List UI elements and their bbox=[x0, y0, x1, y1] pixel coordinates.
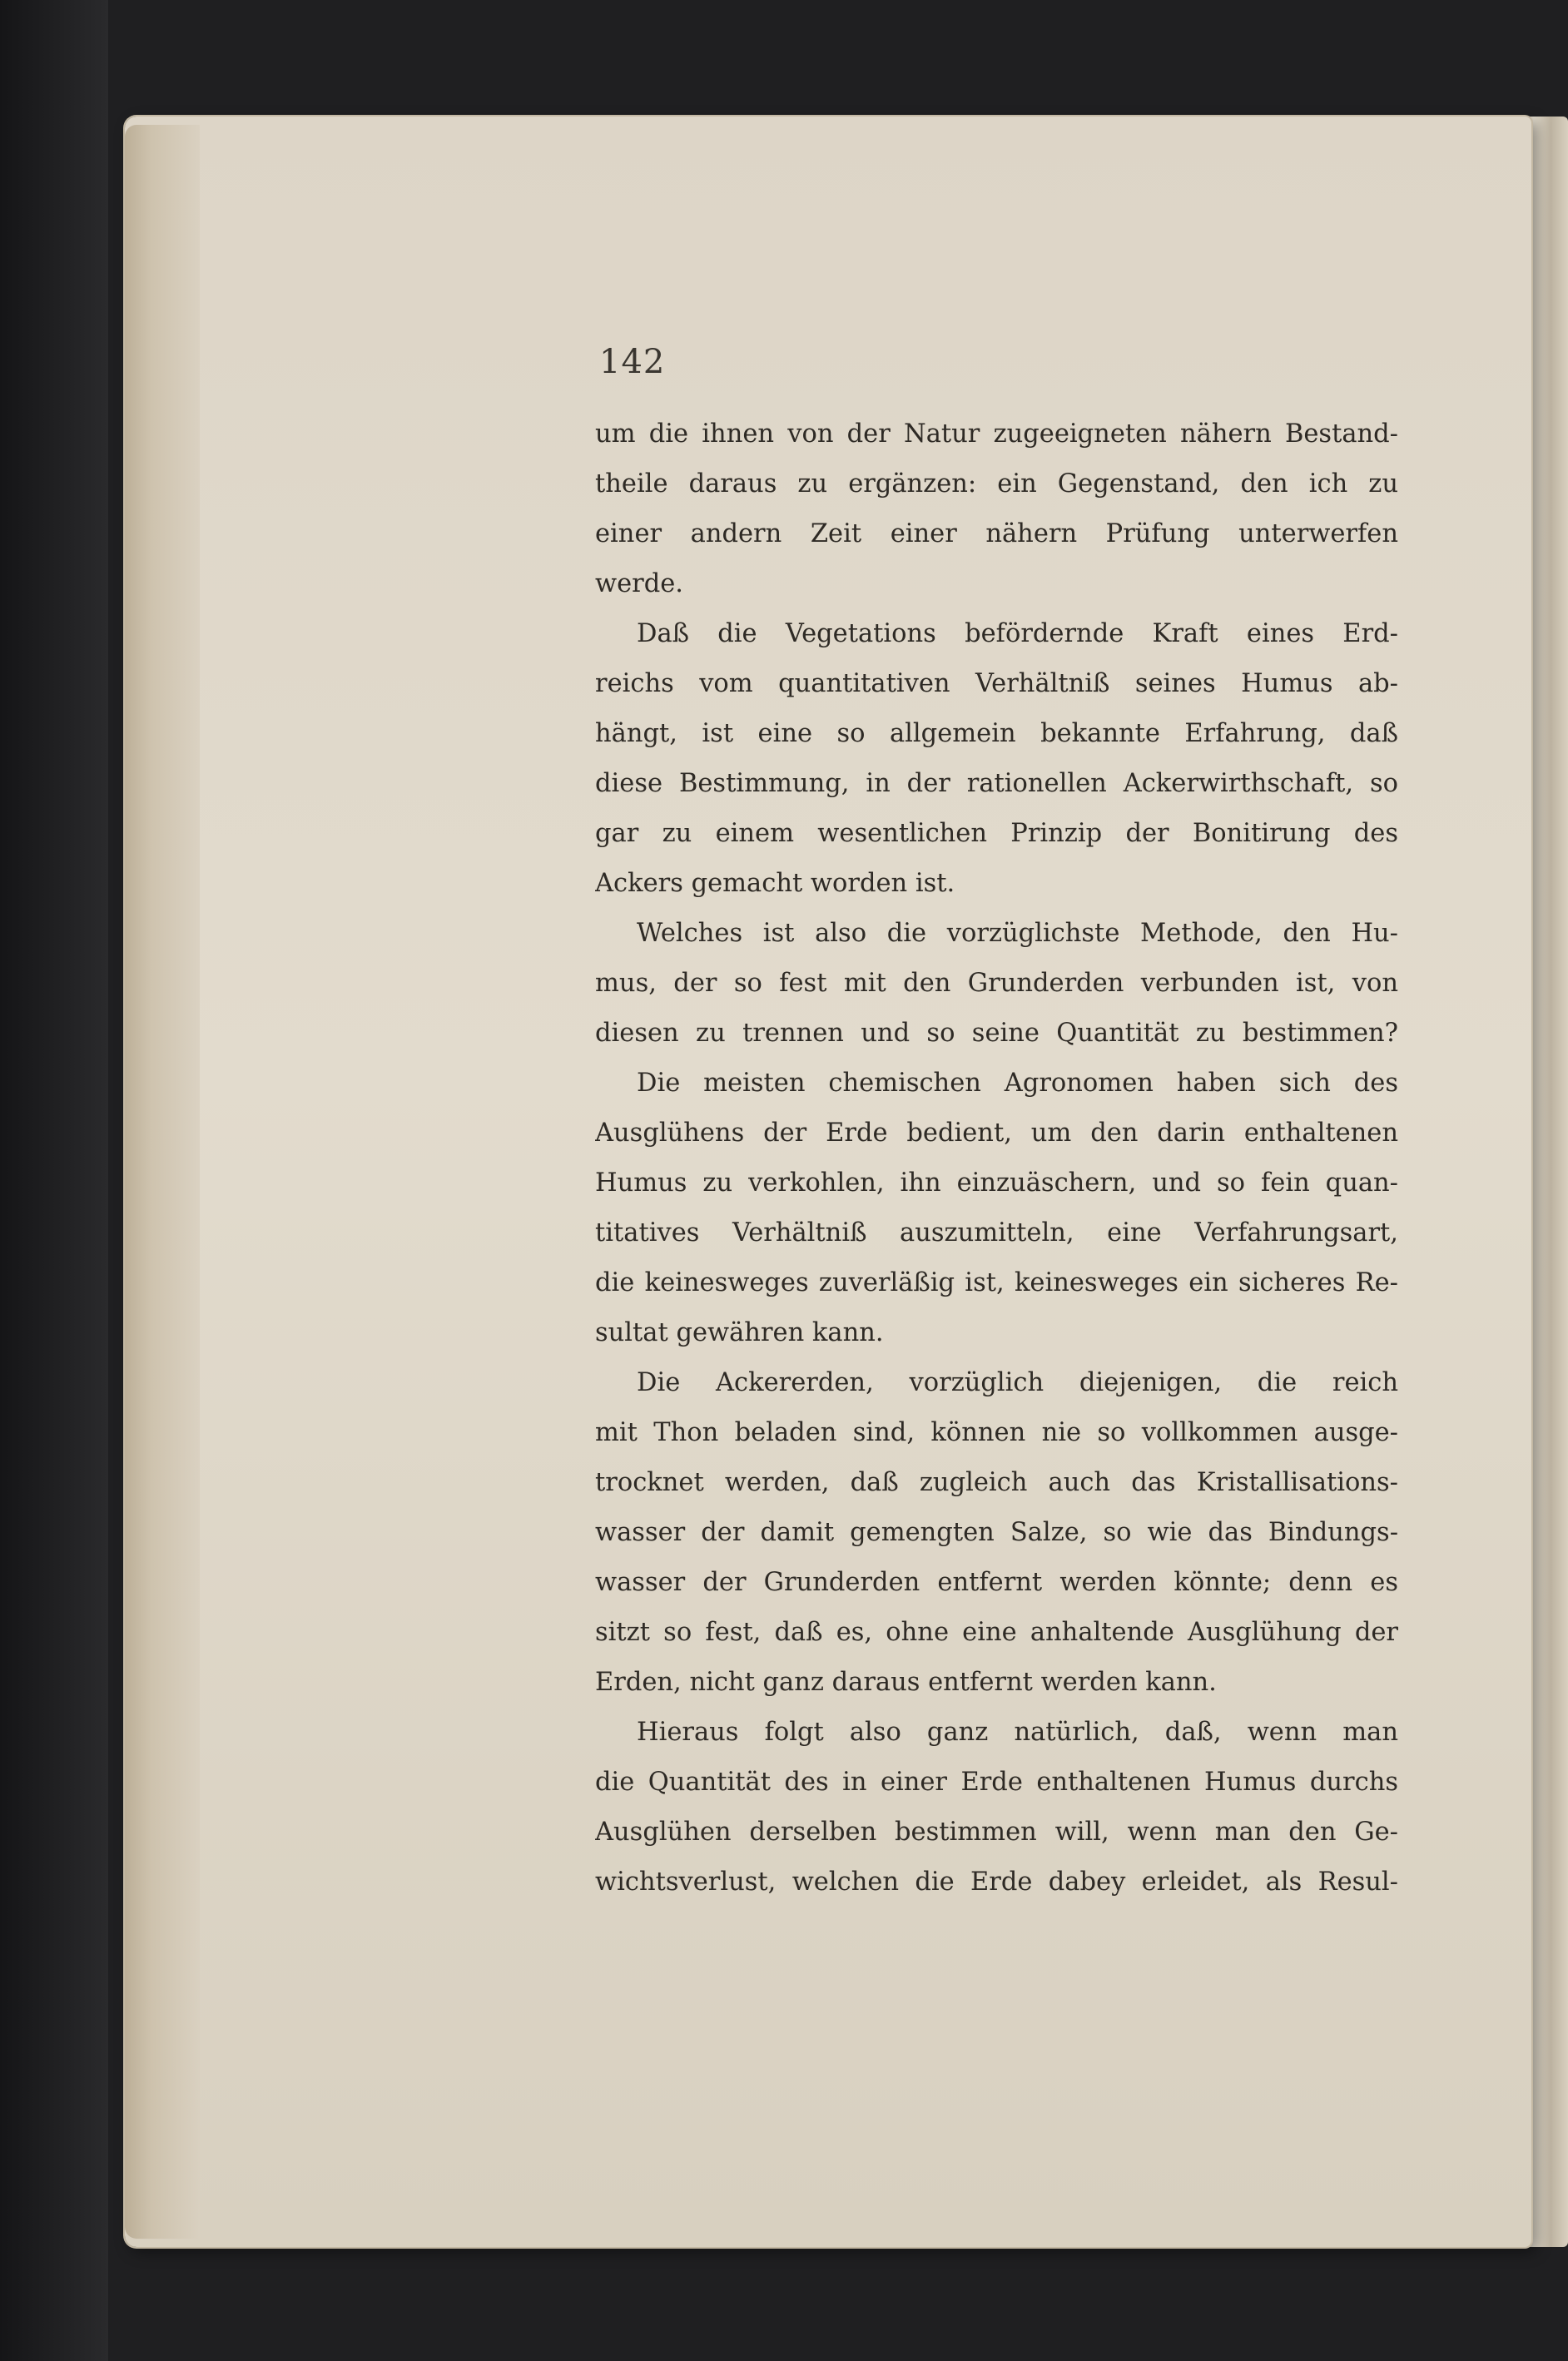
text-line: Ausglühen derselben bestimmen will, wenn man den Ge- bbox=[595, 1818, 1398, 1847]
worn-page-edge bbox=[125, 125, 200, 2239]
text-line: wichtsverlust, welchen die Erde dabey erleidet, als Resul- bbox=[595, 1867, 1398, 1897]
text-line: sitzt so fest, daß es, ohne eine anhaltende Ausglühung der bbox=[595, 1618, 1398, 1647]
text-line: Die Ackererden, vorzüglich diejenigen, die reich bbox=[637, 1368, 1398, 1397]
text-line: Die meisten chemischen Agronomen haben sich des bbox=[637, 1069, 1398, 1098]
text-line: Welches ist also die vorzüglichste Methode, den Hu- bbox=[637, 919, 1398, 948]
text-line: diesen zu trennen und so seine Quantität zu bestimmen? bbox=[595, 1019, 1398, 1048]
body-text bbox=[595, 409, 1398, 1907]
text-line: Ausglühens der Erde bedient, um den darin enthaltenen bbox=[595, 1118, 1398, 1148]
text-line: titatives Verhältniß auszumitteln, eine Verfahrungsart, bbox=[595, 1218, 1398, 1247]
text-line: die keinesweges zuverläßig ist, keinesweges ein sicheres Re- bbox=[595, 1268, 1398, 1297]
text-line: trocknet werden, daß zugleich auch das Kristallisations- bbox=[595, 1468, 1398, 1497]
text-line: die Quantität des in einer Erde enthaltenen Humus durchs bbox=[595, 1768, 1398, 1797]
text-line: Erden, nicht ganz daraus entfernt werden kann. bbox=[595, 1668, 1217, 1697]
text-line: reichs vom quantitativen Verhältniß seines Humus ab- bbox=[595, 669, 1398, 698]
text-line: um die ihnen von der Natur zugeeigneten nähern Bestand- bbox=[595, 419, 1398, 449]
text-line: mus, der so fest mit den Grunderden verbunden ist, von bbox=[595, 969, 1398, 998]
text-line: Hieraus folgt also ganz natürlich, daß, wenn man bbox=[637, 1718, 1398, 1747]
text-line: diese Bestimmung, in der rationellen Ackerwirthschaft, so bbox=[595, 769, 1398, 798]
text-line: Daß die Vegetations befördernde Kraft eines Erd- bbox=[637, 619, 1398, 648]
text-line: einer andern Zeit einer nähern Prüfung unterwerfen bbox=[595, 519, 1398, 548]
dark-background bbox=[0, 0, 108, 2361]
text-line: sultat gewähren kann. bbox=[595, 1318, 884, 1347]
text-line: wasser der Grunderden entfernt werden könnte; denn es bbox=[595, 1568, 1398, 1597]
text-line: mit Thon beladen sind, können nie so vollkommen ausge- bbox=[595, 1418, 1398, 1447]
text-line: theile daraus zu ergänzen: ein Gegenstand, den ich zu bbox=[595, 469, 1398, 498]
text-line: Humus zu verkohlen, ihn einzuäschern, und so fein quan- bbox=[595, 1168, 1398, 1198]
text-line: wasser der damit gemengten Salze, so wie das Bindungs- bbox=[595, 1518, 1398, 1547]
text-line: Ackers gemacht worden ist. bbox=[595, 869, 955, 898]
text-line: gar zu einem wesentlichen Prinzip der Bonitirung des bbox=[595, 819, 1398, 848]
page-number: 142 bbox=[599, 343, 666, 381]
text-line: werde. bbox=[595, 569, 684, 598]
text-line: hängt, ist eine so allgemein bekannte Erfahrung, daß bbox=[595, 719, 1398, 748]
